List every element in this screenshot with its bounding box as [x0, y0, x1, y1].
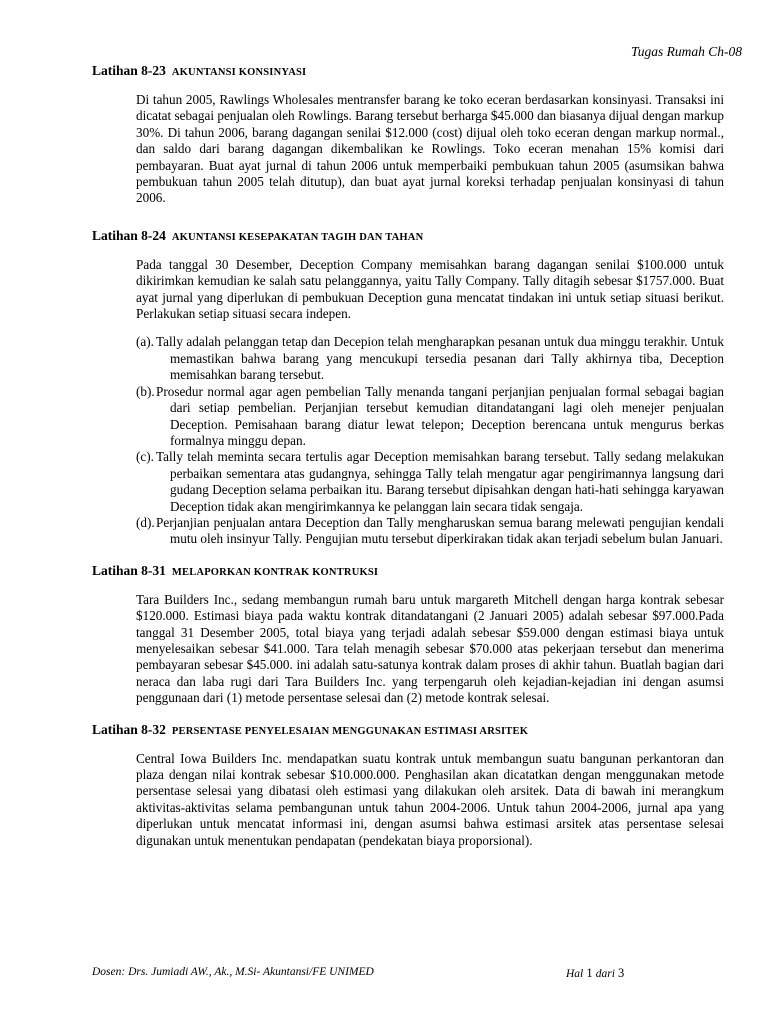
section-8-24 [92, 227, 724, 548]
situation-list [136, 334, 724, 547]
list-item [136, 515, 724, 548]
footer-page: 1 [586, 966, 593, 980]
footer-lecturer: Dosen: Drs. Jumiadi AW., Ak., M.Si- Akuntansi/FE UNIMED [92, 966, 374, 978]
section-paragraph: Central Iowa Builders Inc. mendapatkan suatu kontrak untuk membangun suatu bangunan perkantoran dan plaza dengan nilai kontrak sebesar $10.000.000. Penghasilan akan dicatatkan dengan menggunakan metode persentase selesai yang dibatasi oleh estimasi yang dilakukan oleh arsitek. Data di bawah ini merangkum aktivitas-aktivitas selama pembangunan untuk tahun 2004-2006. Untuk tahun 2004-2006, jurnal apa yang diperlukan untuk mencatat informasi ini, dengan asumsi bahwa estimasi arsitek atas persentase selesai digunakan untuk menentukan pendapatan (pendekatan biaya proporsional). [136, 750, 724, 848]
section-paragraph: Pada tanggal 30 Desember, Deception Company memisahkan barang dagangan senilai $100.000 untuk dikirimkan kemudian ke salah satu pelanggannya, yaitu Tally Company. Tally ditagih sebesar $1757.000. Buat ayat jurnal yang diperlukan di pembukuan Deception guna mencatat tindakan ini untuk setiap situasi berikut. Perlakukan setiap situasi secara indepen. [136, 256, 724, 322]
section-8-32 [92, 721, 724, 849]
list-marker: (c). [136, 449, 154, 465]
list-item [136, 384, 724, 450]
section-number: Latihan 8-32 [92, 721, 166, 737]
footer-hal-label: Hal [566, 968, 584, 980]
section-number: Latihan 8-31 [92, 562, 166, 578]
list-marker: (d). [136, 514, 155, 530]
section-heading: AKUNTANSI KONSINYASI [171, 67, 307, 78]
list-item-text: Tally adalah pelanggan tetap dan Decepion telah mengharapkan pesanan untuk dua minggu terakhir. Untuk memastikan bahwa barang yang mencukupi tersedia pesanan dari Tally akhirnya tiba, Deception memisahkan barang tersebut. [156, 334, 724, 383]
page-footer [92, 966, 632, 978]
section-paragraph: Di tahun 2005, Rawlings Wholesales mentransfer barang ke toko eceran berdasarkan konsinyasi. Transaksi ini dicatat sebagai penjualan oleh Rowlings. Barang tersebut berharga $45.000 dan biasanya dijual dengan markup 30%. Di tahun 2006, barang dagangan senilai $12.000 (cost) dijual oleh toko eceran dengan markup normal., dan saldo dari barang dagangan dikembalikan ke Rowlings. Toko eceran menahan 15% komisi dari pembayaran. Buat ayat jurnal di tahun 2006 untuk memperbaiki pembukuan tahun 2005 (asumsikan bahwa pembukuan tahun 2005 telah ditutup), dan buat ayat jurnal koreksi terhadap penjualan konsinyasi di tahun 2006. [136, 92, 724, 206]
document-body [92, 62, 724, 849]
section-heading: PERSENTASE PENYELESAIAN MENGGUNAKAN ESTIMASI ARSITEK [171, 725, 529, 737]
section-title [92, 562, 724, 582]
list-item-text: Prosedur normal agar agen pembelian Tally menanda tangani perjanjian penjualan formal sebagai bagian dari setiap pembelian. Perjanjian tersebut kemudian ditandatangani lagi oleh menejer penjualan Deception. Pemisahaan barang diatur lewat telepon; Deception berencana untuk mengurus berkas formalnya minggu depan. [156, 383, 724, 448]
list-item [136, 449, 724, 515]
list-marker: (a). [136, 334, 154, 350]
section-number: Latihan 8-24 [92, 227, 166, 243]
list-marker: (b). [136, 383, 155, 399]
section-paragraph: Tara Builders Inc., sedang membangun rumah baru untuk margareth Mitchell dengan harga kontrak sebesar $120.000. Estimasi biaya pada waktu kontrak ditandatangani (2 Januari 2005) adalah sebesar $97.000.Pada tanggal 31 Desember 2005, total biaya yang terjadi adalah sebesar $59.000 dengan estimasi biaya untuk menyelesaikan sebesar $41.000. Tara telah menagih sebesar $70.000 atas pekerjaan tersebut dan menerima pembayaran sebesar $45.000. ini adalah satu-satunya kontrak dalam proses di akhir tahun. Buatlah bagian dari neraca dan laba rugi dari Tara Builders Inc. yang terpengaruh oleh kejadian-kejadian ini dengan asumsi penggunaan dari (1) metode persentase selesai dan (2) metode kontrak selesai. [136, 591, 724, 706]
section-title [92, 62, 724, 82]
section-8-31 [92, 562, 724, 707]
section-8-23 [92, 62, 724, 207]
list-item-text: Tally telah meminta secara tertulis agar Deception memisahkan barang tersebut. Tally sedang melakukan perbaikan sementara atas gudangnya, sehingga Tally telah mengatur agar pengirimannya langsung dari gudang Deception selama perbaikan itu. Barang tersebut dipisahkan dengan hati-hati sehingga karyawan Deception tidak akan mengirimkannya ke pelanggan lain secara tidak sengaja. [156, 449, 724, 514]
list-item [136, 334, 724, 383]
section-title [92, 721, 724, 741]
footer-page-number [566, 966, 624, 981]
page-header: Tugas Rumah Ch-08 [630, 44, 742, 59]
section-heading: AKUNTANSI KESEPAKATAN TAGIH DAN TAHAN [171, 231, 424, 243]
footer-total: 3 [618, 966, 625, 980]
footer-dari-label: dari [595, 968, 615, 980]
section-number: Latihan 8-23 [92, 63, 166, 78]
section-title [92, 227, 724, 247]
section-heading: MELAPORKAN KONTRAK KONTRUKSI [171, 566, 379, 578]
list-item-text: Perjanjian penjualan antara Deception dan Tally mengharuskan semua barang melewati pengujian kendali mutu oleh insinyur Tally. Pengujian mutu tersebut diperkirakan tidak akan terjadi sebelum bulan Januari. [156, 514, 724, 547]
